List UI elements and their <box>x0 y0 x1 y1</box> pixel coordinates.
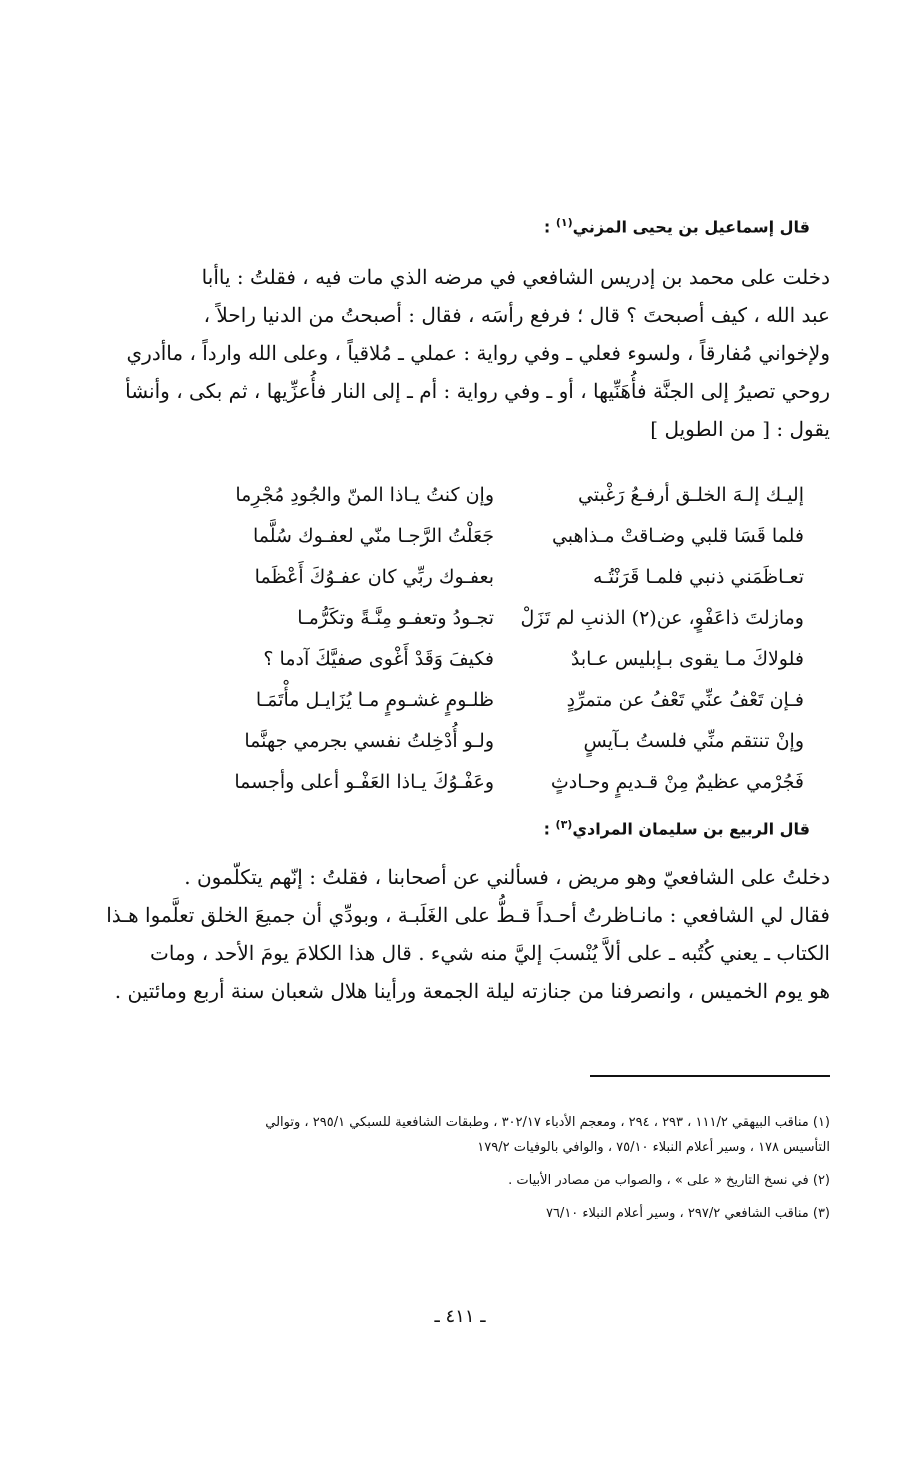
footnote-line: (٢) في نسخ التاريخ « على » ، والصواب من مصادر الأبيات . <box>508 1173 830 1188</box>
heading-muzani-text: قال إسماعيل بن يحيى المزني <box>572 217 810 237</box>
paragraph-line: دخلت على محمد بن إدريس الشافعي في مرضه الذي مات فيه ، فقلتُ : ياأبا <box>201 265 830 289</box>
footnote-2 <box>88 1168 830 1193</box>
verse-first-hemistich: فلولاكَ مـا يقوى بـإبليس عـابدٌ <box>570 647 804 670</box>
poem-verse <box>194 720 804 761</box>
footnote-3 <box>88 1201 830 1226</box>
poem-verse <box>194 679 804 720</box>
verse-second-hemistich: فكيفَ وَقَدْ أَغْوى صفيَّكَ آدما ؟ <box>263 647 494 670</box>
verse-first-hemistich: فَجُرْمي عظيمٌ مِنْ قـديمٍ وحـادثٍ <box>550 770 804 793</box>
heading-rabi-text: قال الربيع بن سليمان المرادي <box>572 819 810 839</box>
verse-second-hemistich: بعفـوك ربِّي كان عفـوُكَ أَعْظَما <box>254 565 494 588</box>
poem-verse <box>194 556 804 597</box>
poem-verse <box>194 515 804 556</box>
paragraph-line: يقول : [ من الطويل ] <box>650 417 830 441</box>
heading-rabi-colon: : <box>543 819 556 839</box>
footnote-line: (١) مناقب البيهقي ١١١/٢ ، ٢٩٣ ، ٢٩٤ ، ومعجم الأدباء ٣٠٢/١٧ ، وطبقات الشافعية للسبكي ٢٩٥/١ ، وتوالي <box>265 1115 830 1130</box>
footnote-ref-3: (٣) <box>555 818 573 831</box>
paragraph-muzani <box>88 258 830 448</box>
poem-verse <box>194 761 804 802</box>
footnote-1 <box>88 1110 830 1160</box>
verse-second-hemistich: ظلـومٍ غشـومٍ مـا يُزَايـل مأْتَمَـا <box>255 688 494 711</box>
verse-first-hemistich: وإنْ تنتقم منِّي فلستُ بـآيسٍ <box>583 729 804 752</box>
paragraph-line: هو يوم الخميس ، وانصرفنا من جنازته ليلة الجمعة ورأينا هلال شعبان سنة أربع ومائتين . <box>114 979 830 1003</box>
footnote-line: التأسيس ١٧٨ ، وسير أعلام النبلاء ٧٥/١٠ ، والوافي بالوفيات ١٧٩/٢ <box>477 1140 830 1155</box>
poem-verse <box>194 638 804 679</box>
verse-second-hemistich: ولـو أُدْخِلتُ نفسي بجرمي جهنَّما <box>244 729 494 752</box>
heading-muzani <box>544 216 810 236</box>
heading-rabi <box>544 818 810 838</box>
verse-second-hemistich: وعَفْـوُكَ يـاذا العَفْـو أعلى وأجسما <box>234 770 494 793</box>
footnotes <box>88 1110 830 1234</box>
paragraph-line: الكتاب ـ يعني كُتُبه ـ على ألاَّ يُنْسبَ إليَّ منه شيء . قال هذا الكلامَ يومَ الأحد ، ومات <box>150 941 830 965</box>
poem <box>194 474 804 802</box>
verse-second-hemistich: وإن كنتُ يـاذا المنّ والجُودِ مُجْرِما <box>235 483 494 506</box>
verse-second-hemistich: جَعَلْتُ الرَّجـا منّي لعفـوك سُلَّما <box>252 524 494 547</box>
paragraph-line: روحي تصيرُ إلى الجنَّة فأُهَنِّيها ، أو ـ وفي رواية : أم ـ إلى النار فأُعزِّيها ، ثم بكى ، وأنشأ <box>125 379 830 403</box>
paragraph-line: ولإخواني مُفارقاً ، ولسوء فعلي ـ وفي رواية : عملي ـ مُلاقياً ، وعلى الله وارداً ، ماأدري <box>126 341 830 365</box>
paragraph-line: فقال لي الشافعي : مانـاظرتُ أحـداً قـطُّ على الغَلَبـة ، وبودِّي أن جميعَ الخلق تعلَّموا هـذا <box>106 903 830 927</box>
verse-second-hemistich: تجـودُ وتعفـو مِنَّـةً وتكَرُّمـا <box>297 606 494 629</box>
poem-verse <box>194 597 804 638</box>
verse-first-hemistich: فـإن تَعْفُ عنِّي تَعْفُ عن متمرِّدٍ <box>566 688 804 711</box>
heading-muzani-colon: : <box>543 217 556 237</box>
verse-first-hemistich: إليـك إلـهَ الخلـق أرفـعُ رَغْبتي <box>577 483 804 506</box>
paragraph-rabi <box>88 858 830 1010</box>
footnote-separator <box>590 1075 830 1077</box>
paragraph-line: دخلتُ على الشافعيّ وهو مريض ، فسألني عن أصحابنا ، فقلتُ : إنّهم يتكلّمون . <box>184 865 830 889</box>
verse-first-hemistich: فلما قَسَا قلبي وضـاقتْ مـذاهبي <box>551 524 804 547</box>
verse-first-hemistich: ومازلتَ ذاعَفْوٍ، عن(٢) الذنبِ لم تَزَلْ <box>520 606 804 629</box>
footnote-line: (٣) مناقب الشافعي ٢٩٧/٢ ، وسير أعلام النبلاء ٧٦/١٠ <box>545 1206 830 1221</box>
page-number: ـ ٤١١ ـ <box>434 1306 486 1327</box>
verse-first-hemistich: تعـاظَمَني ذنبي فلمـا قَرَنْتُـه <box>593 565 804 588</box>
footnote-ref-1: (١) <box>555 216 573 229</box>
poem-verse <box>194 474 804 515</box>
paragraph-line: عبد الله ، كيف أصبحتَ ؟ قال ؛ فرفع رأسَه ، فقال : أصبحتُ من الدنيا راحلاً ، <box>203 303 830 327</box>
